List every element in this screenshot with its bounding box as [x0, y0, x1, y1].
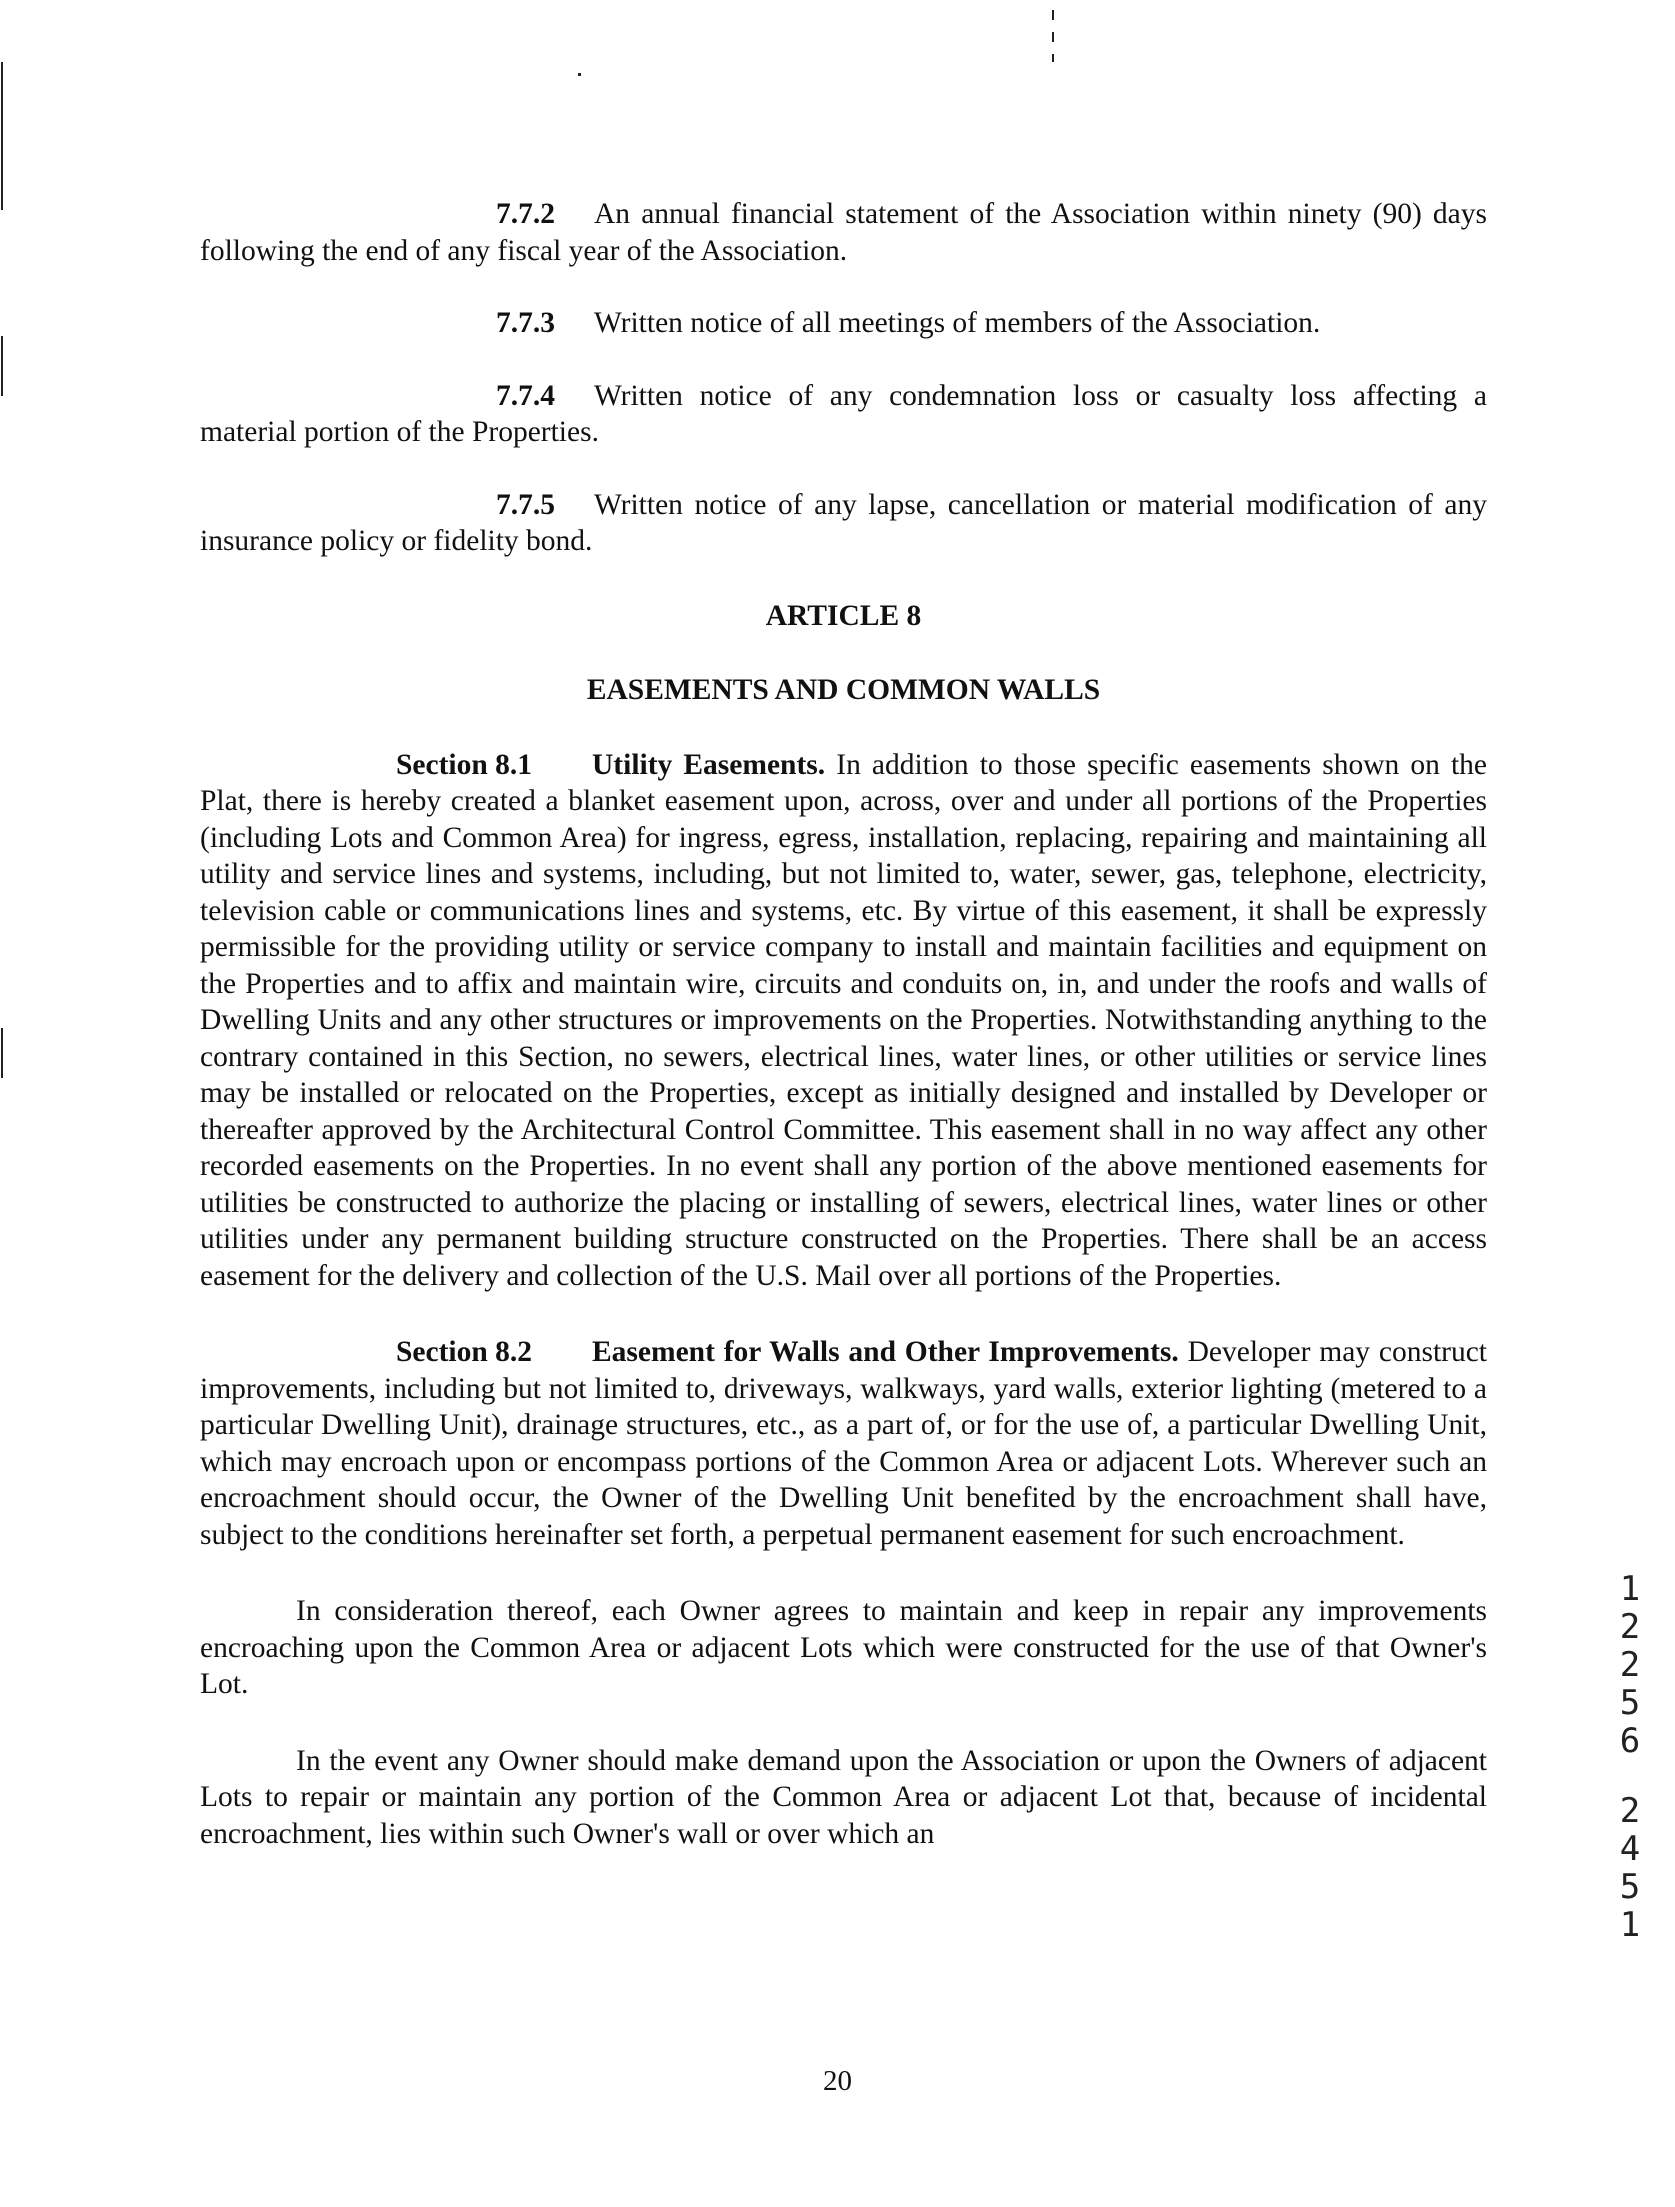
- scan-speck: [1052, 54, 1054, 62]
- stamp-digit: 4: [1619, 1829, 1641, 1869]
- stamp-digit: 2: [1619, 1607, 1641, 1647]
- stamp-digit: 1: [1619, 1905, 1641, 1945]
- item-number: 7.7.5: [496, 488, 555, 521]
- paragraph: In consideration thereof, each Owner agrees to maintain and keep in repair any improvements encroaching upon the Common Area or adjacent Lots which were constructed for the use of that Owner's Lot.: [200, 1595, 1487, 1700]
- scan-edge-mark: [1, 336, 3, 396]
- section-text: In addition to those specific easements shown on the Plat, there is hereby created a blanket easement upon, across, over and under all portions of the Properties (including Lots and Common Area) for ingress, egress, installation, replacing, repairing and maintaining all utility and service lines and systems, including, but not limited to, water, sewer, gas, telephone, electricity, television cable or communications lines and systems, etc. By virtue of this easement, it shall be expressly permissible for the providing utility or service company to install and maintain facilities and equipment on the Properties and to affix and maintain wire, circuits and conduits on, in, and under the roofs and walls of Dwelling Units and any other structures or improvements on the Properties. Notwithstanding anything to the contrary contained in this Section, no sewers, electrical lines, water lines, or other utilities or service lines may be installed or relocated on the Properties, except as initially designed and installed by Developer or thereafter approved by the Architectural Control Committee. This easement shall in no way affect any other recorded easements on the Properties. In no event shall any portion of the above mentioned easements for utilities be constructed to authorize the placing or installing of sewers, electrical lines, water lines or other utilities under any permanent building structure constructed on the Properties. There shall be an access easement for the delivery and collection of the U.S. Mail over all portions of the Properties.: [200, 748, 1488, 1292]
- article-number: ARTICLE 8: [765, 599, 922, 632]
- document-body: [200, 196, 1487, 1852]
- item-text: An annual financial statement of the Association within ninety (90) days following the end of any fiscal year of the Association.: [200, 198, 1487, 267]
- section-heading: Utility Easements.: [592, 748, 826, 781]
- scan-speck: [1052, 32, 1054, 42]
- item-7-7-5: [200, 487, 1487, 560]
- stamp-digit: 5: [1619, 1683, 1641, 1723]
- stamp-digit: 6: [1619, 1721, 1641, 1761]
- article-title: EASEMENTS AND COMMON WALLS: [586, 674, 1101, 706]
- section-8-2: [200, 1334, 1487, 1553]
- item-7-7-2: [200, 196, 1487, 269]
- item-number: 7.7.3: [496, 307, 555, 339]
- section-8-1: [200, 747, 1487, 1295]
- recording-number-stamp: [1608, 1570, 1652, 1760]
- item-7-7-4: [200, 378, 1487, 451]
- stamp-digit: 5: [1619, 1867, 1641, 1907]
- section-number: Section 8.2: [396, 1336, 533, 1368]
- scan-edge-mark: [1, 1028, 3, 1078]
- stamp-digit: 1: [1619, 1569, 1641, 1609]
- stamp-digit: 2: [1619, 1645, 1641, 1685]
- page-number: 20: [823, 2065, 852, 2097]
- scan-edge-mark: [1, 62, 3, 210]
- scan-speck: [1052, 10, 1054, 20]
- section-heading: Easement for Walls and Other Improvements.: [592, 1336, 1179, 1368]
- stamp-digit: 2: [1619, 1791, 1641, 1831]
- section-text: Developer may construct improvements, including but not limited to, driveways, walkways, yard walls, exterior lighting (metered to a particular Dwelling Unit), drainage structures, etc., as a part of, or for the use of, a particular Dwelling Unit, which may encroach upon or encompass portions of the Common Area or adjacent Lots. Wherever such an encroachment should occur, the Owner of the Dwelling Unit benefited by the encroachment shall have, subject to the conditions hereinafter set forth, a perpetual permanent easement for such encroachment.: [200, 1336, 1487, 1551]
- item-text: Written notice of all meetings of members of the Association.: [594, 307, 1321, 339]
- item-text: Written notice of any lapse, cancellation or material modification of any insurance policy or fidelity bond.: [200, 488, 1487, 557]
- item-number: 7.7.4: [496, 379, 555, 412]
- scan-speck: [578, 73, 581, 76]
- recording-number-stamp: [1608, 1792, 1652, 1944]
- section-number: Section 8.1: [396, 748, 533, 781]
- item-number: 7.7.2: [496, 198, 555, 230]
- paragraph: In the event any Owner should make demand upon the Association or upon the Owners of adjacent Lots to repair or maintain any portion of the Common Area or adjacent Lot that, because of incidental encroachment, lies within such Owner's wall or over which an: [200, 1744, 1487, 1850]
- item-text: Written notice of any condemnation loss or casualty loss affecting a material portion of the Properties.: [200, 379, 1487, 448]
- item-7-7-3: [200, 305, 1487, 342]
